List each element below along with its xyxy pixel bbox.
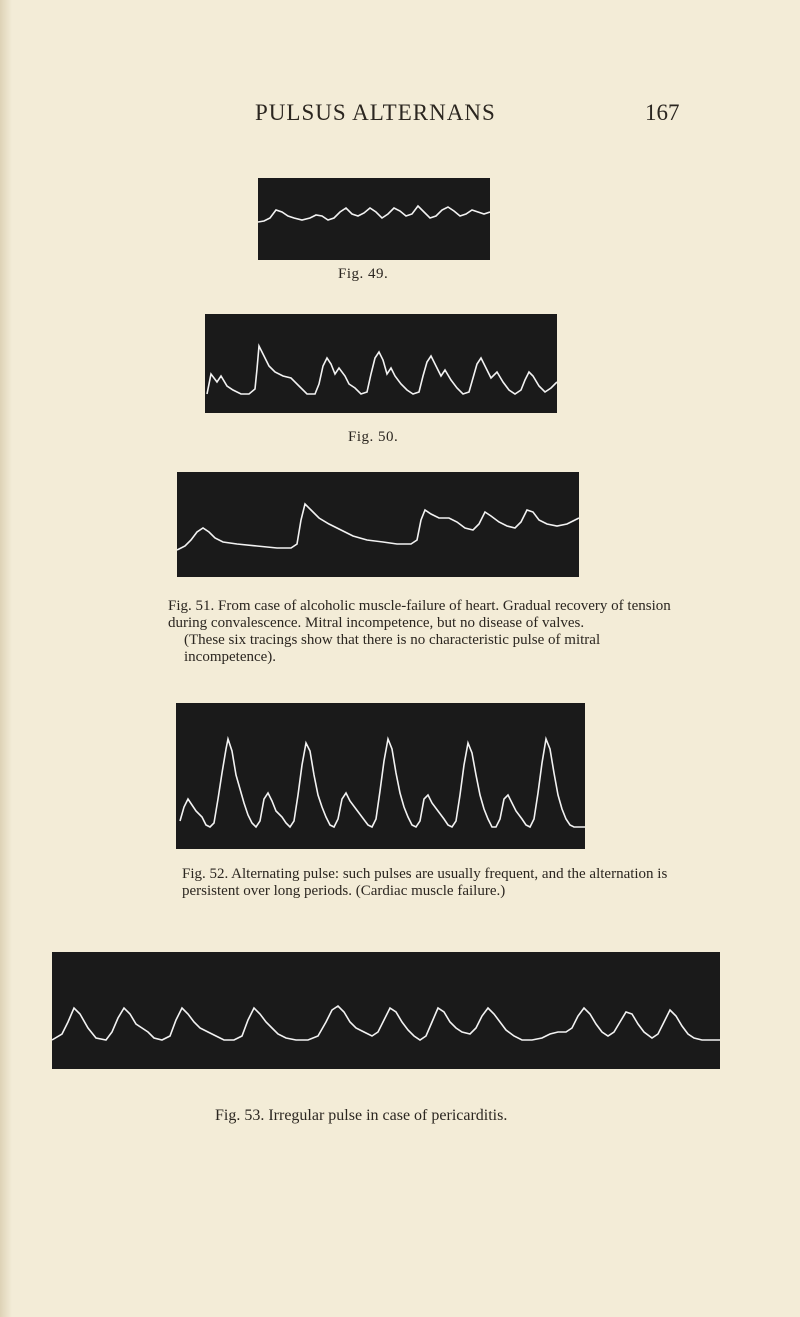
page-gutter xyxy=(0,0,12,1317)
page-header xyxy=(0,100,800,136)
fig-50-label: Fig. 50. xyxy=(348,429,399,445)
fig-52-caption-block xyxy=(166,866,686,900)
fig-49-tracing xyxy=(258,178,490,260)
fig-50-tracing xyxy=(205,314,557,413)
fig-51-caption-block xyxy=(168,598,685,666)
fig-49-label: Fig. 49. xyxy=(338,266,389,282)
fig-53-caption-block xyxy=(215,1107,635,1124)
running-title: PULSUS ALTERNANS xyxy=(255,100,496,125)
fig-53-tracing xyxy=(52,952,720,1069)
fig-51-note: (These six tracings show that there is no characteristic pulse of mitral incompetence). xyxy=(184,632,601,665)
fig-51-caption: Fig. 51. From case of alcoholic muscle-failure of heart. Gradual recovery of tension during convalescence. Mitral incompetence, but no disease of valves. xyxy=(168,598,671,631)
fig-53-caption: Fig. 53. Irregular pulse in case of pericarditis. xyxy=(215,1107,508,1124)
fig-51-tracing xyxy=(177,472,579,577)
fig-52-caption: Fig. 52. Alternating pulse: such pulses are usually frequent, and the alternation is persistent over long periods. (Cardiac muscle failure.) xyxy=(182,866,668,899)
fig-52-tracing xyxy=(176,703,585,849)
page-number: 167 xyxy=(645,100,680,125)
